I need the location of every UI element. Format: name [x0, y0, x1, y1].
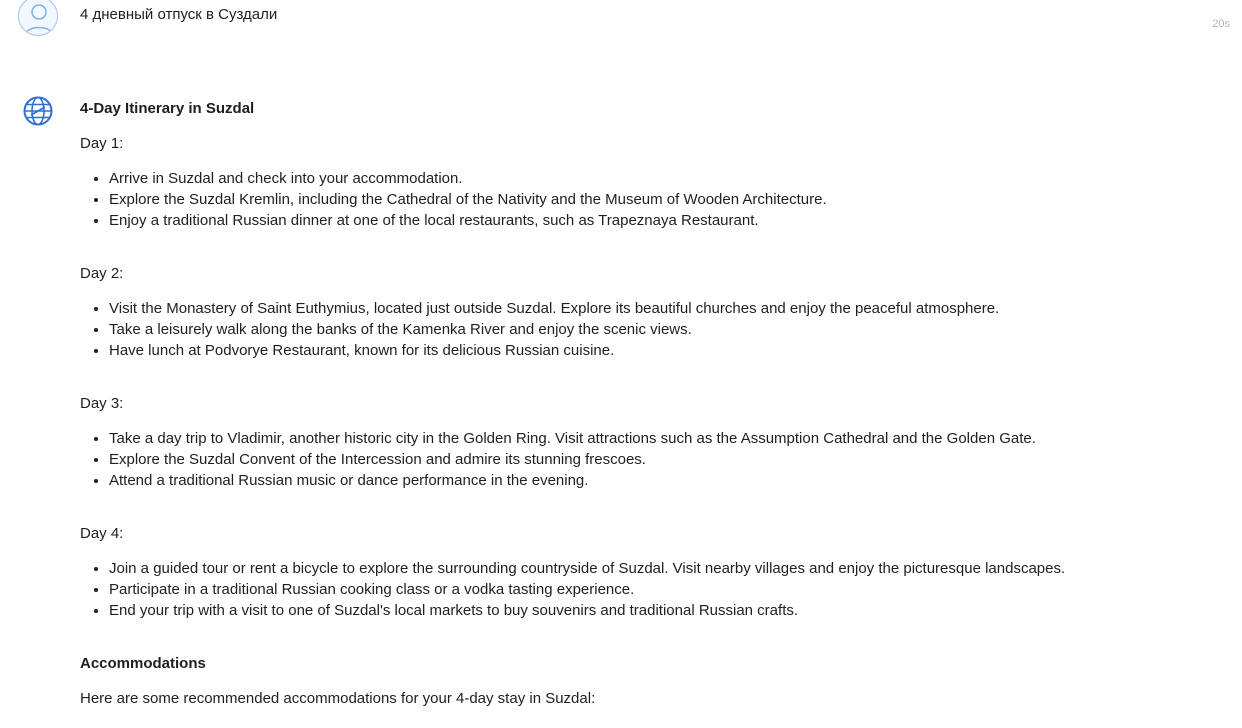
day-2-list — [80, 298, 1220, 361]
list-item: • Explore the Suzdal Kremlin, including the Cathedral of the Nativity and the Museum of Wooden Architecture. — [109, 189, 1220, 210]
list-item: • Arrive in Suzdal and check into your accommodation. — [109, 168, 1220, 189]
list-item: • Enjoy a traditional Russian dinner at one of the local restaurants, such as Trapeznaya Restaurant. — [109, 210, 1220, 231]
list-item: • Take a day trip to Vladimir, another historic city in the Golden Ring. Visit attractions such as the Assumption Cathedral and the Golden Gate. — [109, 428, 1220, 449]
list-item: • Join a guided tour or rent a bicycle to explore the surrounding countryside of Suzdal. Visit nearby villages and enjoy the picturesque landscapes. — [109, 558, 1220, 579]
day-2-label: Day 2: — [80, 265, 124, 282]
itinerary-title: 4-Day Itinerary in Suzdal — [80, 100, 255, 117]
user-avatar — [18, 0, 58, 36]
list-item: • Take a leisurely walk along the banks of the Kamenka River and enjoy the scenic views. — [109, 319, 1220, 340]
message-timestamp: 20s — [1212, 18, 1230, 30]
user-avatar-icon — [19, 0, 58, 36]
accommodations-intro: Here are some recommended accommodations for your 4-day stay in Suzdal: — [80, 690, 596, 707]
list-item: • Have lunch at Podvorye Restaurant, known for its delicious Russian cuisine. — [109, 340, 1220, 361]
day-4-label: Day 4: — [80, 525, 124, 542]
bot-response — [80, 98, 1220, 709]
globe-icon — [22, 95, 54, 127]
day-1-label: Day 1: — [80, 135, 124, 152]
day-3-list — [80, 428, 1220, 491]
day-4-list — [80, 558, 1220, 621]
bot-avatar — [22, 95, 54, 127]
list-item: • Visit the Monastery of Saint Euthymius, located just outside Suzdal. Explore its beautiful churches and enjoy the peaceful atmosphere. — [109, 298, 1220, 319]
day-1-list — [80, 168, 1220, 231]
list-item: • End your trip with a visit to one of Suzdal's local markets to buy souvenirs and traditional Russian crafts. — [109, 600, 1220, 621]
day-3-label: Day 3: — [80, 395, 124, 412]
list-item: • Attend a traditional Russian music or dance performance in the evening. — [109, 470, 1220, 491]
accommodations-heading: Accommodations — [80, 655, 206, 672]
list-item: • Participate in a traditional Russian cooking class or a vodka tasting experience. — [109, 579, 1220, 600]
list-item: • Explore the Suzdal Convent of the Intercession and admire its stunning frescoes. — [109, 449, 1220, 470]
user-message: 4 дневный отпуск в Суздали — [80, 6, 278, 23]
